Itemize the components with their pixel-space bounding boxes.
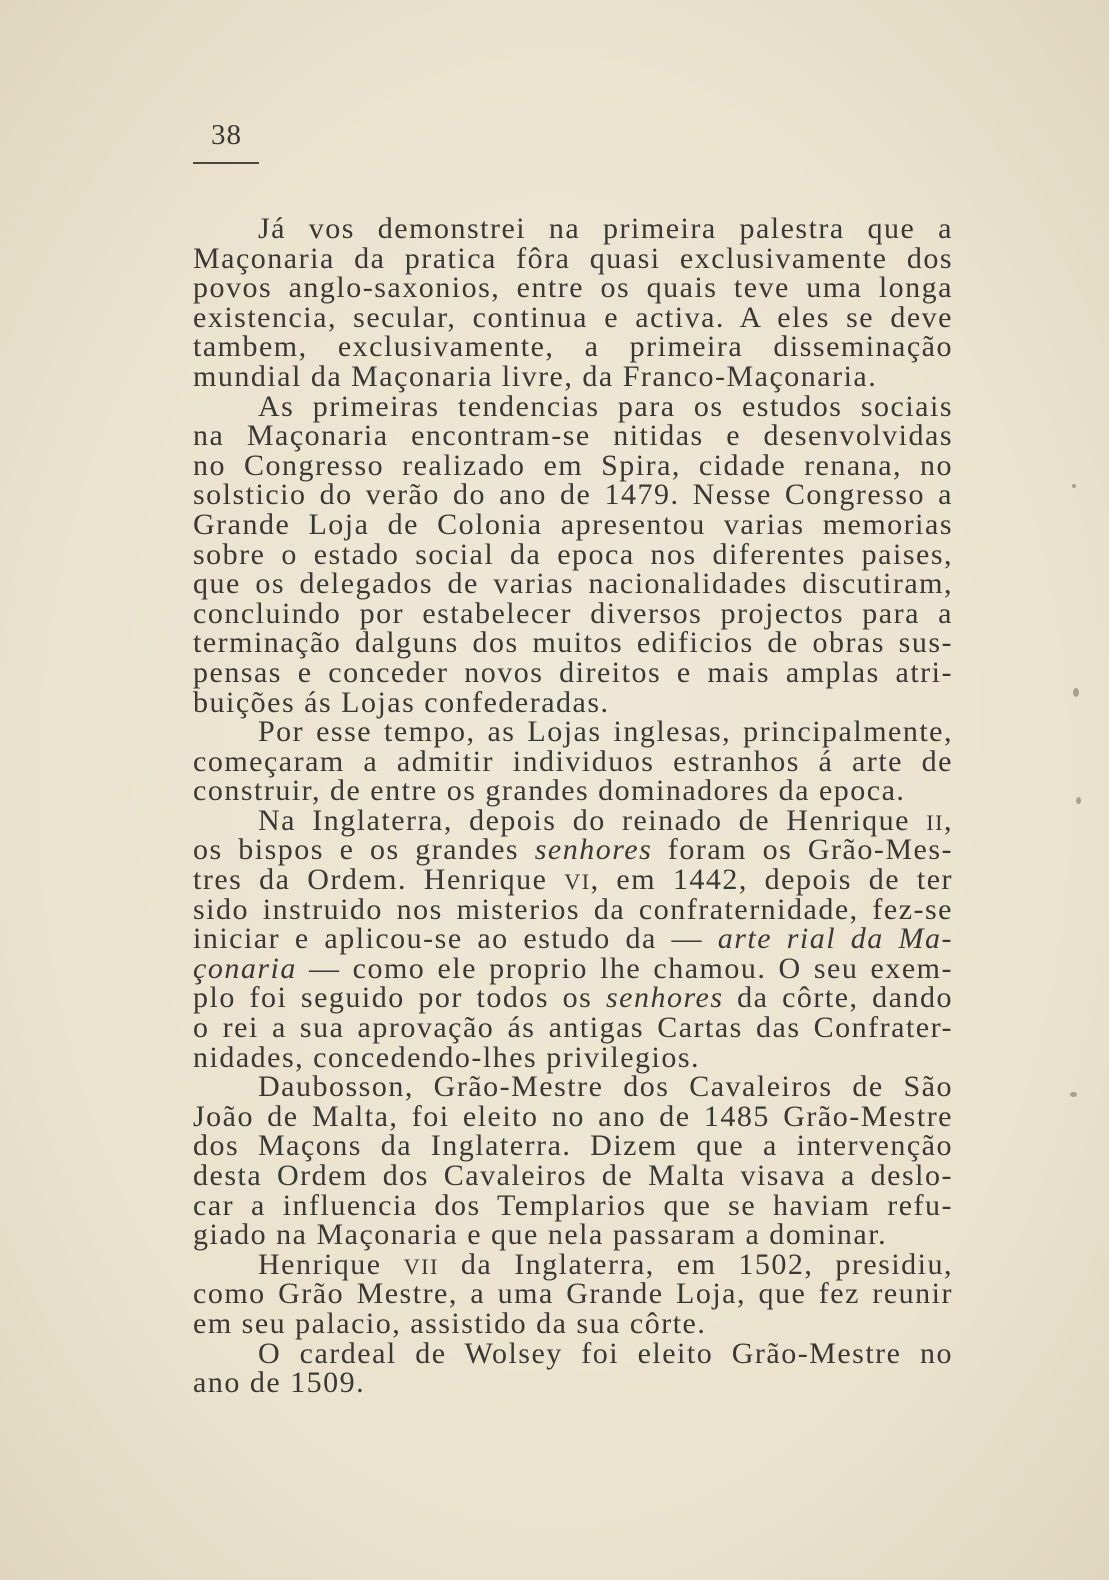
paragraph [193,717,953,806]
text-run: na Maçonaria encontram-se nitidas e desenvolvidas [193,419,953,453]
text-run: da côrte, dando [723,981,953,1015]
text-line [193,1368,953,1398]
text-line [193,596,953,630]
text-run: plo foi seguido por todos os [193,981,606,1015]
text-line [193,835,953,865]
text-run: como Grão Mestre, a uma Grande Loja, que fez reunir [193,1277,953,1311]
text-run: terminação dalguns dos muitos edificios de obras sus- [193,626,953,660]
paper-speck [1073,688,1079,697]
text-line [193,480,953,510]
text-run: João de Malta, foi eleito no ano de 1485 Grão-Mestre [193,1099,953,1133]
text-line [193,685,953,719]
text-line [193,214,953,244]
text-line [193,803,953,837]
paper-speck [1076,797,1081,804]
text-line [193,448,953,482]
italic-text: senhores [605,981,724,1015]
text-line [193,1306,953,1340]
paragraph [193,1336,953,1400]
text-line [193,865,953,895]
text-run: ano de 1509. [193,1366,366,1400]
text-run: buições ás Lojas confederadas. [193,685,610,719]
text-line [193,1013,953,1043]
text-run: , em 1442, depois de ter [590,863,954,897]
text-line [193,924,953,954]
roman-numeral: VII [403,1253,439,1279]
text-line [193,421,953,451]
italic-text: senhores [534,833,653,867]
text-run: O cardeal de Wolsey foi eleito Grão-Mestre no [258,1336,953,1370]
italic-text: arte rial da Ma- [717,922,954,956]
text-line [193,359,953,393]
text-run: Daubosson, Grão-Mestre dos Cavaleiros de São [258,1070,953,1104]
roman-numeral: VI [564,869,591,895]
text-line [193,1336,953,1370]
text-run: desta Ordem dos Cavaleiros de Malta visava a deslo- [193,1159,953,1192]
text-run: que os delegados de varias nacionalidades discutiram, [193,567,953,601]
text-run: construir, de entre os grandes dominadores da epoca. [193,774,906,808]
text-line [193,1161,953,1191]
text-run: concluindo por estabelecer diversos projectos para a [193,596,953,630]
roman-numeral: II [926,809,944,835]
text-run: nidades, concedendo-lhes privilegios. [193,1040,701,1074]
text-line [193,1247,954,1281]
text-line [193,273,953,303]
page-number: 38 [211,119,242,151]
text-run: solsticio do verão do ano de 1479. Nesse Congresso a [193,478,953,512]
text-line [193,628,953,658]
text-line [193,892,953,926]
text-line [193,1040,953,1074]
text-run: dos Maçons da Inglaterra. Dizem que a intervenção [193,1129,953,1163]
paragraph [193,389,953,719]
text-run: mundial da Maçonaria livre, da Franco-Maçonaria. [193,359,878,393]
text-run: o rei a sua aprovação ás antigas Cartas das Confrater- [193,1011,953,1045]
text-line [193,537,953,571]
text-run: giado na Maçonaria e que nela passaram a dominar. [193,1218,888,1252]
text-line [193,1220,953,1250]
text-run: foram os Grão-Mes- [652,833,953,867]
text-line [193,951,953,985]
text-run: sobre o estado social da epoca nos diferentes paises, [193,537,953,571]
paragraph [193,1072,953,1250]
text-run: car a influencia dos Templarios que se haviam refu- [193,1188,953,1222]
text-run: Por esse tempo, as Lojas inglesas, principalmente, [258,715,953,749]
text-run: existencia, secular, continua e activa. A eles se deve [193,300,953,334]
text-run: Na Inglaterra, depois do reinado de Henrique [258,803,927,837]
page-number-rule [193,162,259,164]
text-line [193,1188,953,1222]
paragraph [193,214,953,392]
paragraph [193,803,954,1074]
text-line [193,655,953,689]
text-line [193,744,953,778]
text-run: tres da Ordem. Henrique [193,863,565,897]
text-line [193,1099,953,1133]
text-line [193,1279,953,1309]
text-line [193,300,953,334]
text-line [193,389,953,423]
text-run: — como ele proprio lhe chamou. O seu exem- [296,951,953,985]
text-run: Henrique [258,1247,404,1281]
text-run: os bispos e os grandes [193,833,535,867]
text-run: povos anglo-saxonios, entre os quais teve uma longa [193,271,953,305]
text-run: começaram a admitir individuos estranhos á arte de [193,744,953,778]
text-run: , [944,803,953,837]
text-run: iniciar e aplicou-se ao estudo da — [193,922,718,956]
text-line [193,569,953,599]
text-run: sido instruido nos misterios da confraternidade, fez-se [193,892,953,926]
text-run: Já vos demonstrei na primeira palestra que a [258,212,953,245]
text-run: Grande Loja de Colonia apresentou varias memorias [193,507,953,541]
text-run: em seu palacio, assistido da sua côrte. [193,1306,707,1340]
paragraph [193,1247,954,1340]
text-line [193,1072,953,1102]
text-line [193,332,953,362]
paper-speck [1070,1092,1077,1097]
text-line [193,241,953,275]
text-run: As primeiras tendencias para os estudos sociais [258,389,953,423]
text-line [193,1131,953,1161]
italic-text: çonaria [193,951,297,985]
text-run: Maçonaria da pratica fôra quasi exclusivamente dos [193,241,953,275]
text-line [193,717,953,747]
paper-speck [1072,484,1076,488]
text-line [193,776,953,806]
text-line [193,507,953,541]
text-run: tambem, exclusivamente, a primeira disseminação [193,330,953,364]
body-text [193,214,953,1398]
text-run: da Inglaterra, em 1502, presidiu, [438,1247,954,1281]
text-run: no Congresso realizado em Spira, cidade renana, no [193,448,953,482]
text-run: pensas e conceder novos direitos e mais amplas atri- [193,655,953,689]
text-line [193,983,953,1013]
